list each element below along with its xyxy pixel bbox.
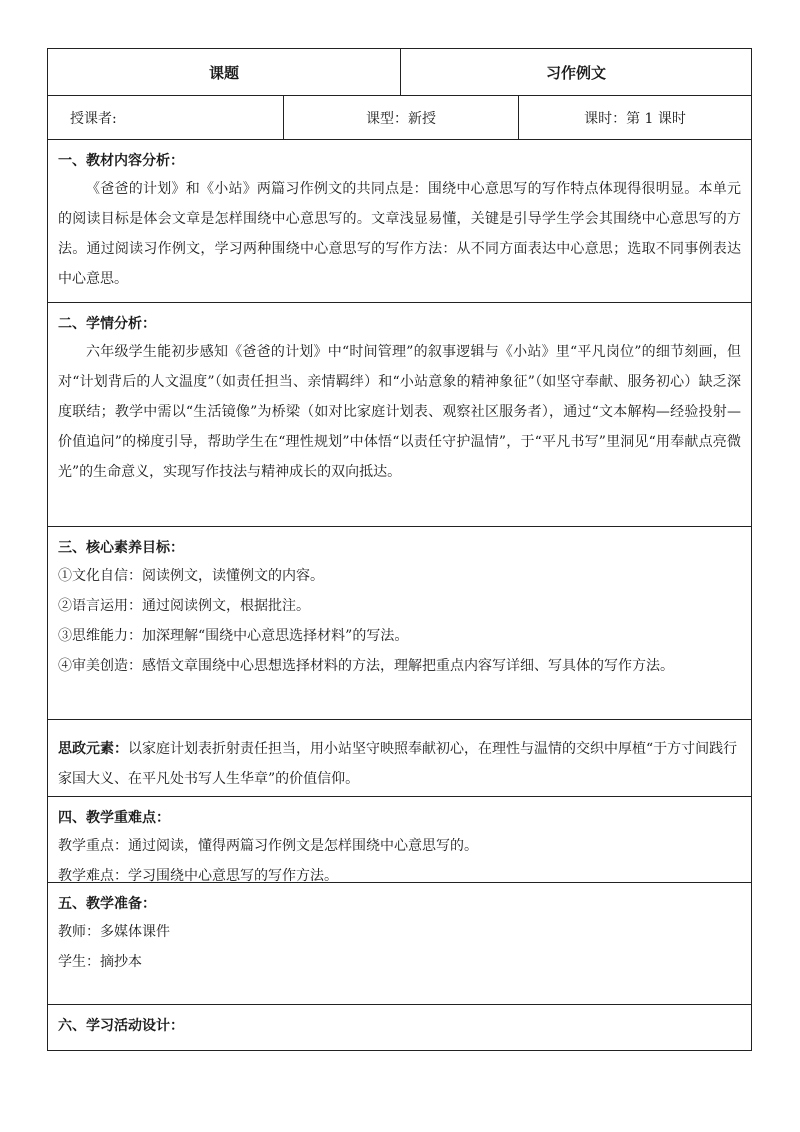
section-material-analysis (48, 140, 751, 303)
topic-value: 习作例文 (545, 63, 606, 82)
lesson-plan-table (47, 48, 752, 1051)
section-key-points (48, 797, 751, 883)
goal-item: ②语言运用：通过阅读例文，根据批注。 (58, 598, 310, 614)
title-row (48, 49, 751, 96)
section-activity-design (48, 1005, 751, 1050)
section-text: 《爸爸的计划》和《小站》两篇习作例文的共同点是：围绕中心意思写的写作特点体现得很明显。本单元的阅读目标是体会文章是怎样围绕中心意思写的。文章浅显易懂，关键是引导学生学会其围绕中心意思写的方法。通过阅读习作例文，学习两种围绕中心意思写的写作方法：从不同方面表达中心意思；选取不同事例表达中心意思。 (58, 181, 741, 287)
goal-item: ①文化自信：阅读例文，读懂例文的内容。 (58, 568, 324, 584)
meta-row (48, 96, 751, 140)
section-heading: 五、教学准备： (58, 896, 156, 912)
section-heading: 二、学情分析： (58, 316, 156, 332)
lesson-type-field: 课型：新授 (284, 96, 519, 139)
section-preparation (48, 883, 751, 1005)
topic-label: 课题 (48, 49, 401, 95)
section-core-goals (48, 527, 751, 720)
goal-item: ③思维能力：加深理解“围绕中心意思选择材料”的写法。 (58, 628, 409, 644)
ideology-label: 思政元素： (58, 741, 128, 757)
section-text: 六年级学生能初步感知《爸爸的计划》中“时间管理”的叙事逻辑与《小站》里“平凡岗位”的细节刻画，但对“计划背后的人文温度”（如责任担当、亲情羁绊）和“小站意象的精神象征”（如坚守奉献、服务初心）缺乏深度联结；教学中需以“生活镜像”为桥梁（如对比家庭计划表、观察社区服务者），通过“文本解构—经验投射—价值追问”的梯度引导，帮助学生在“理性规划”中体悟“以责任守护温情”，于“平凡书写”里洞见“用奉献点亮微光”的生命意义，实现写作技法与精神成长的双向抵达。 (58, 344, 741, 480)
teacher-field: 授课者: (48, 96, 284, 139)
section-heading: 一、教材内容分析： (58, 153, 184, 169)
preparation-item: 学生：摘抄本 (58, 954, 142, 970)
section-heading: 三、核心素养目标： (58, 540, 184, 556)
section-student-analysis (48, 303, 751, 527)
key-point-item: 教学难点：学习围绕中心意思写的写作方法。 (58, 868, 338, 884)
key-point-item: 教学重点：通过阅读，懂得两篇习作例文是怎样围绕中心意思写的。 (58, 838, 478, 854)
goal-item: ④审美创造：感悟文章围绕中心思想选择材料的方法，理解把重点内容写详细、写具体的写作方法。 (58, 658, 674, 674)
preparation-item: 教师：多媒体课件 (58, 924, 170, 940)
section-heading: 四、教学重难点： (58, 810, 170, 826)
section-heading: 六、学习活动设计： (58, 1018, 184, 1034)
ideology-text: 以家庭计划表折射责任担当，用小站坚守映照奉献初心，在理性与温情的交织中厚植“于方寸间践行家国大义、在平凡处书写人生华章”的价值信仰。 (58, 741, 738, 787)
ideology-paragraph (58, 734, 741, 794)
lesson-period-field: 课时：第 1 课时 (584, 110, 686, 127)
section-ideology (48, 720, 751, 797)
